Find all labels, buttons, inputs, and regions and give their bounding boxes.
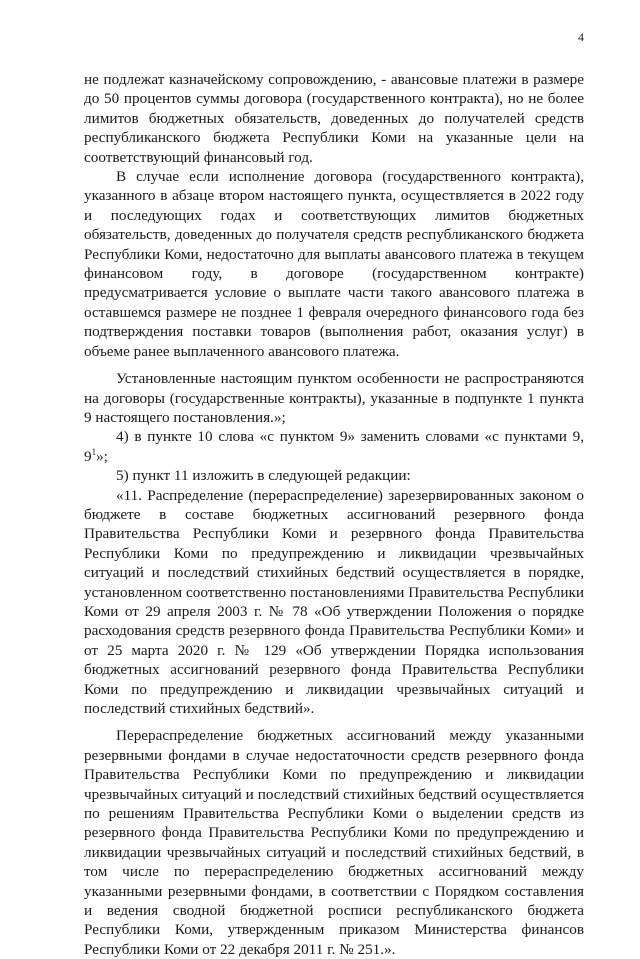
paragraph-exceptions: Установленные настоящим пунктом особенности не распространяются на договоры (государственные контракты), указанные в подпункте 1 пункта 9 настоящего постановления.»; xyxy=(84,370,584,426)
page-number: 4 xyxy=(578,30,584,44)
paragraph-advance-payments: не подлежат казначейскому сопровождению, - авансовые платежи в размере до 50 процентов суммы договора (государственного контракта), но не более лимитов бюджетных обязательств, доведенных до получателей средств республиканского бюджета Республики Коми на указанные цели на соответствующий финансовый год. xyxy=(84,71,584,166)
item-4-text: 4) в пункте 10 слова «с пунктом 9» заменить словами «с пунктами 9, 9 xyxy=(84,428,584,465)
paragraph-item-4 xyxy=(84,427,584,466)
paragraph-clause-11: «11. Распределение (перераспределение) зарезервированных законом о бюджете в составе бюджетных ассигнований резервного фонда Правительства Республики Коми и резервного фонда Правительства Республики Коми по предупреждению и ликвидации чрезвычайных ситуаций и последствий стихийных бедствий осуществляется в порядке, установленном соответственно постановлениями Правительства Республики Коми от 29 апреля 2003 г. № 78 «Об утверждении Положения о порядке расходования средств резервного фонда Правительства Республики Коми» и от 25 марта 2020 г. № 129 «Об утверждении Порядка использования бюджетных ассигнований резервного фонда Правительства Республики Коми по предупреждению и ликвидации чрезвычайных ситуаций и последствий стихийных бедствий». xyxy=(84,486,584,717)
paragraph-item-5: 5) пункт 11 изложить в следующей редакции: xyxy=(116,467,411,485)
paragraph-reallocation: Перераспределение бюджетных ассигнований между указанными резервными фондами в случае недостаточности средств резервного фонда Правительства Республики Коми по предупреждению и ликвидации чрезвычайных ситуаций и последствий стихийных бедствий осуществляется по решениям Правительства Республики Коми о выделении средств из резервного фонда Правительства Республики Коми по предупреждению и ликвидации чрезвычайных ситуаций и последствий стихийных бедствий, в том числе по перераспределению бюджетных ассигнований между указанными резервными фондами, в соответствии с Порядком составления и ведения сводной бюджетной росписи республиканского бюджета Республики Коми, утвержденным приказом Министерства финансов Республики Коми от 22 декабря 2011 г. № 251.». xyxy=(84,727,584,958)
paragraph-contract-execution: В случае если исполнение договора (государственного контракта), указанного в абзаце втором настоящего пункта, осуществляется в 2022 году и последующих годах и соответствующих лимитов бюджетных обязательств, доведенных до получателя средств республиканского бюджета Республики Коми, недостаточно для выплаты авансового платежа в текущем финансовом году, в договоре (государственном контракте) предусматривается условие о выплате части такого авансового платежа в оставшемся размере не позднее 1 февраля очередного финансового года без подтверждения поставки товаров (выполнения работ, оказания услуг) в объеме ранее выплаченного авансового платежа. xyxy=(84,168,584,360)
document-body xyxy=(84,70,584,959)
item-4-tail: »; xyxy=(96,447,108,465)
superscript-1: 1 xyxy=(91,446,97,457)
